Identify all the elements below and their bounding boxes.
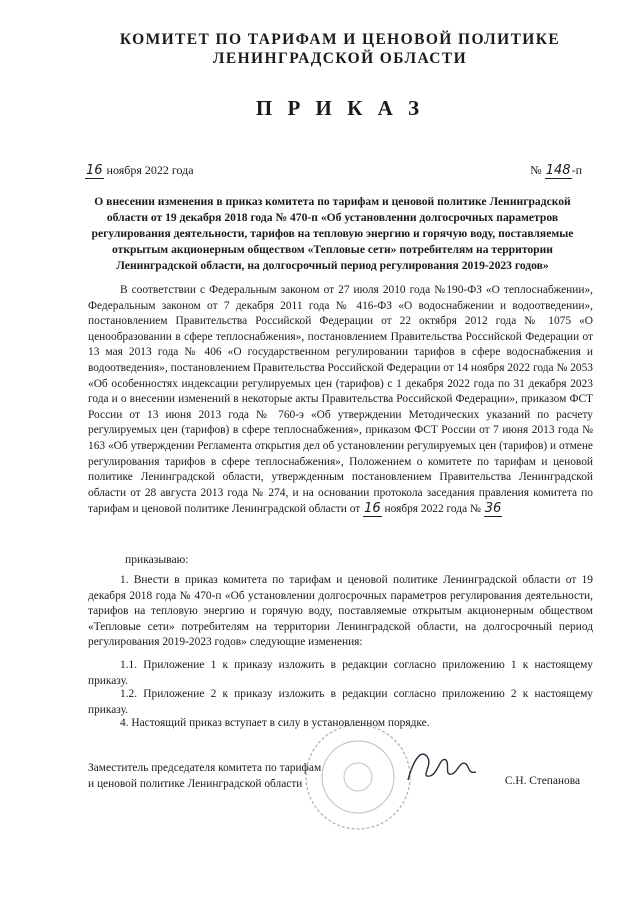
number-suffix: -п: [571, 163, 582, 177]
document-type: П Р И К А З: [255, 96, 425, 120]
organization-name: [60, 30, 620, 68]
signatory-position: [88, 760, 321, 792]
order-date: [85, 163, 194, 178]
preamble: [88, 283, 593, 518]
organization-line-2: ЛЕНИНГРАДСКОЙ ОБЛАСТИ: [212, 50, 468, 67]
signatory-name: С.Н. Степанова: [504, 775, 580, 787]
protocol-date: ноября 2022 года №: [384, 503, 481, 516]
preamble-text: В соответствии с Федеральным законом от 27 июля 2010 года №190-ФЗ «О теплоснабжении», Федеральным законом от 7 декабря 2011 года № 416-ФЗ «О водоснабжении и водоотведении», постановлением Правительства Российской Федерации от 22 октября 2012 года № 1075 «О ценообразовании в сфере теплоснабжения», постановлением Правительства Российской Федерации от 13 мая 2013 года № 406 «О государственном регулировании тарифов в сфере водоснабжения и водоотведения», постановлением Правительства Российской Федерации от 14 ноября 2022 года № 2053 «Об особенностях индексации регулируемых цен (тарифов) с 1 декабря 2022 года по 31 декабря 2023 года и о внесении изменений в некоторые акты Правительства Российской Федерации», приказом ФСТ России от 13 июня 2013 года № 760-э «Об утверждении Методических указаний по расчету регулируемых цен (тарифов) в сфере теплоснабжения», приказом ФСТ России от 7 июня 2013 года № 163 «Об утверждении Регламента открытия дел об установлении регулируемых цен (тарифов) и отмене регулирования тарифов в сфере теплоснабжения», Положением о комитете по тарифам и ценовой политике Ленинградской области, утвержденным постановлением Правительства Ленинградской области от 28 августа 2013 года № 274, и на основании протокола заседания правления комитета по тарифам и ценовой политике Ленинградской области от: [88, 284, 593, 516]
point-1-1: 1.1. Приложение 1 к приказу изложить в редакции согласно приложению 1 к настоящему приказу.: [88, 659, 593, 687]
handwritten-day: 16: [86, 163, 103, 178]
point-1: 1. Внести в приказ комитета по тарифам и ценовой политике Ленинградской области от 19 декабря 2018 года № 470-п «Об установлении долгосрочных параметров регулирования деятельности, тарифов на тепловую энергию и горячую воду, поставляемые открытым акционерным обществом «Тепловые сети» потребителям на территории Ленинградской области, на долгосрочный период регулирования 2019-2023 годов» следующие изменения:: [88, 574, 593, 649]
date-month-year: ноября 2022 года: [106, 163, 194, 177]
handwritten-protocol-number: 36: [484, 501, 502, 517]
handwritten-protocol-day: 16: [364, 501, 381, 517]
number-prefix: №: [530, 163, 542, 177]
order-word: приказываю:: [125, 553, 189, 566]
order-number: [530, 163, 582, 178]
point-4: 4. Настоящий приказ вступает в силу в установленном порядке.: [120, 717, 430, 729]
organization-line-1: КОМИТЕТ ПО ТАРИФАМ И ЦЕНОВОЙ ПОЛИТИКЕ: [119, 31, 561, 48]
signatory-position-line-2: и ценовой политике Ленинградской области: [88, 778, 303, 790]
point-1-2: 1.2. Приложение 2 к приказу изложить в редакции согласно приложению 2 к настоящему приказу.: [88, 688, 593, 716]
handwritten-number: 148: [545, 163, 571, 178]
order-title: О внесении изменения в приказ комитета по тарифам и ценовой политике Ленинградской области от 19 декабря 2018 года № 470-п «Об установлении долгосрочных параметров регулирования деятельности, тарифов на тепловую энергию и горячую воду, поставляемые открытым акционерным обществом «Тепловые сети» потребителям на территории Ленинградской области, на долгосрочный период регулирования 2019-2023 годов»: [91, 195, 574, 272]
handwritten-signature: [400, 738, 480, 788]
signatory-position-line-1: Заместитель председателя комитета по тарифам: [88, 762, 322, 774]
